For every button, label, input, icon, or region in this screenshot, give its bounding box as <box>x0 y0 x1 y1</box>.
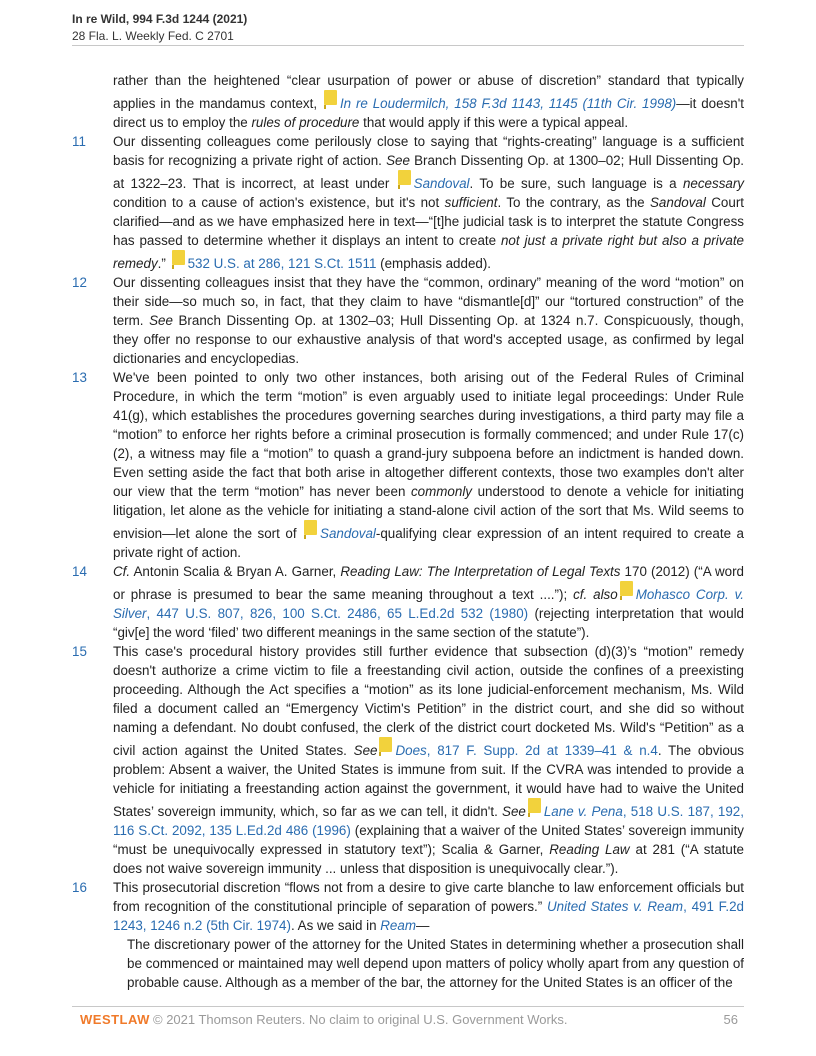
keycite-flag-icon[interactable] <box>398 170 411 185</box>
footnote-number[interactable]: 16 <box>72 880 87 895</box>
westlaw-logo: WESTLAW <box>80 1012 150 1027</box>
keycite-flag-icon[interactable] <box>304 520 317 535</box>
keycite-flag-icon[interactable] <box>620 581 633 596</box>
copyright-notice: © 2021 Thomson Reuters. No claim to original U.S. Government Works. <box>153 1012 568 1027</box>
case-link[interactable]: Mohasco Corp. v. Silver, 447 U.S. 807, 826, 100 S.Ct. 2486, 65 L.Ed.2d 532 (1980) <box>113 587 744 621</box>
reporter-citation: 28 Fla. L. Weekly Fed. C 2701 <box>72 29 234 43</box>
footnote-continuation: rather than the heightened “clear usurpation of power or abuse of discretion” standard that typically applies in the mandamus context, In re Loudermilch, 158 F.3d 1143, 1145 (11th Cir. 1998)—it doesn't direct us to employ the rules of procedure that would apply if this were a typical appeal. <box>113 73 744 130</box>
footnote-number[interactable]: 15 <box>72 644 87 659</box>
case-link[interactable]: Sandoval <box>413 176 470 191</box>
case-link[interactable]: Does, 817 F. Supp. 2d at 1339–41 & n.4 <box>395 743 658 758</box>
footnote-16: 16 This prosecutorial discretion “flows not from a desire to give carte blanche to law enforcement officials but from recognition of the constitutional principle of separation of powers.” United States v. Ream, 491 F.2d 1243, 1246 n.2 (5th Cir. 1974). As we said in Ream— <box>72 880 744 933</box>
footnote-15: 15 This case's procedural history provides still further evidence that subsection (d)(3)’s “motion” remedy doesn't authorize a crime victim to file a freestanding civil action, outside the confines of a preexisting proceeding. Although the Act specifies a “motion” as its lone judicial-enforcement mechanism, Ms. Wild filed a document called an “Emergency Victim's Petition” in the district court, and she did so without naming a defendant. No doubt confused, the clerk of the district court docketed Ms. Wild's “Petition” as a civil action against the United States. See Does, 817 F. Supp. 2d at 1339–41 & n.4. The obvious problem: Absent a waiver, the United States is immune from suit. If the CVRA was intended to provide a vehicle for initiating a freestanding action against the government, it would have had to waive the United States’ sovereign immunity, which, so far as we can tell, it didn't. See Lane v. Pena, 518 U.S. 187, 192, 116 S.Ct. 2092, 135 L.Ed.2d 486 (1996) (explaining that a waiver of the United States’ sovereign immunity “must be unequivocally expressed in statutory text”); Scalia & Garner, Reading Law at 281 (“A statute does not waive sovereign immunity ... unless that disposition is unequivocally clear.”). <box>72 644 744 876</box>
footnotes-body <box>72 71 744 992</box>
case-link[interactable]: United States v. Ream, 491 F.2d 1243, 1246 n.2 (5th Cir. 1974) <box>113 899 744 933</box>
header-divider <box>72 45 744 46</box>
footnote-11: 11 Our dissenting colleagues come perilously close to saying that “rights-creating” language is a sufficient basis for recognizing a private right of action. See Branch Dissenting Op. at 1300–02; Hull Dissenting Op. at 1322–23. That is incorrect, at least under Sandoval. To be sure, such language is a necessary condition to a cause of action's existence, but it's not sufficient. To the contrary, as the Sandoval Court clarified—and as we have emphasized here in text—“[t]he judicial task is to interpret the statute Congress has passed to determine whether it displays an intent to create not just a private right but also a private remedy.” 532 U.S. at 286, 121 S.Ct. 1511 (emphasis added). <box>72 134 744 271</box>
footnote-number[interactable]: 12 <box>72 275 87 290</box>
case-link[interactable]: Lane v. Pena, 518 U.S. 187, 192, 116 S.Ct. 2092, 135 L.Ed.2d 486 (1996) <box>113 804 744 838</box>
footer-divider <box>72 1006 744 1007</box>
keycite-flag-icon[interactable] <box>172 250 185 265</box>
keycite-flag-icon[interactable] <box>379 737 392 752</box>
footnote-number[interactable]: 14 <box>72 564 87 579</box>
footnote-13: 13 We've been pointed to only two other instances, both arising out of the Federal Rules of Criminal Procedure, in which the term “motion” is even arguably used to initiate legal proceedings: Under Rule 41(g), which establishes the procedures governing searches during investigations, a third party may file a “motion” to enforce her rights before a criminal prosecution is formally commenced; and under Rule 17(c)(2), a witness may file a “motion” to quash a grand-jury subpoena before an indictment is handed down. Even setting aside the fact that both arise in altogether different contexts, those two examples don't alter our view that the term “motion” has never been commonly understood to denote a vehicle for initiating litigation, let alone as the vehicle for initiating a stand-alone civil action of the sort that Ms. Wild seems to envision—let alone the sort of Sandoval-qualifying clear expression of an intent required to create a private right of action. <box>72 370 745 560</box>
block-quote: The discretionary power of the attorney for the United States in determining whether a prosecution shall be commenced or maintained may well depend upon matters of policy wholly apart from any question of probable cause. Although as a member of the bar, the attorney for the United States is an officer of the <box>127 937 744 990</box>
page-number: 56 <box>723 1012 738 1027</box>
case-link[interactable]: In re Loudermilch, 158 F.3d 1143, 1145 (11th Cir. 1998) <box>339 96 677 111</box>
case-link[interactable]: 532 U.S. at 286, 121 S.Ct. 1511 <box>187 256 377 271</box>
footnote-number[interactable]: 11 <box>72 134 86 149</box>
document-title: In re Wild, 994 F.3d 1244 (2021) <box>72 12 248 26</box>
footnote-14: 14 Cf. Antonin Scalia & Bryan A. Garner, Reading Law: The Interpretation of Legal Texts 170 (2012) (“A word or phrase is presumed to bear the same meaning throughout a text ....”); cf. also Mohasco Corp. v. Silver, 447 U.S. 807, 826, 100 S.Ct. 2486, 65 L.Ed.2d 532 (1980) (rejecting interpretation that would “giv[e] the word ‘filed’ two different meanings in the same section of the statute”). <box>72 564 745 640</box>
keycite-flag-icon[interactable] <box>528 798 541 813</box>
footnote-number[interactable]: 13 <box>72 370 87 385</box>
case-link[interactable]: Sandoval <box>320 526 376 541</box>
case-link[interactable]: Ream <box>380 918 416 933</box>
keycite-flag-icon[interactable] <box>324 90 337 105</box>
footnote-12: 12 Our dissenting colleagues insist that they have the “common, ordinary” meaning of the word “motion” on their side—so much so, in fact, that they claim to have “dismantle[d]” our “tortured construction” of the term. See Branch Dissenting Op. at 1302–03; Hull Dissenting Op. at 1324 n.7. Conspicuously, though, they offer no response to our exhaustive analysis of that word's accepted usage, as confirmed by legal dictionaries and encyclopedias. <box>72 275 744 366</box>
